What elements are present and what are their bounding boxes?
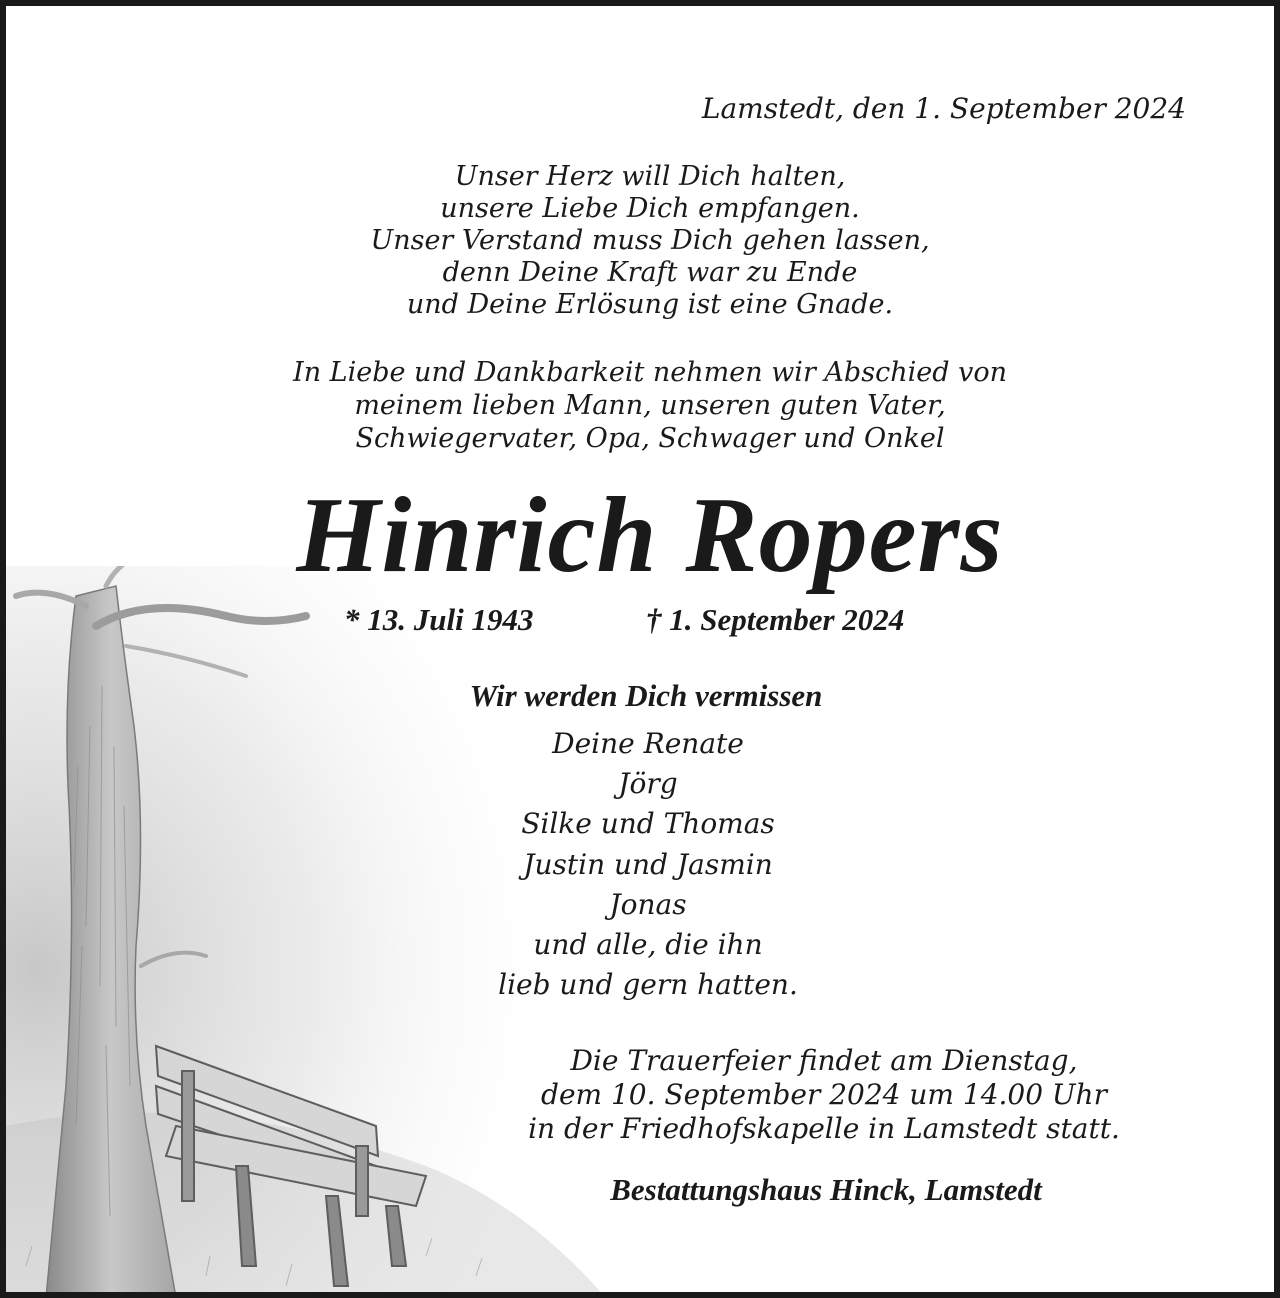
service-info — [190, 1044, 1280, 1146]
mourner-name: Jörg — [618, 767, 678, 801]
funeral-home: Bestattungshaus Hinck, Lamstedt — [610, 1172, 1042, 1207]
deceased-name: Hinrich Ropers — [296, 476, 1004, 595]
mourners-list — [14, 724, 1280, 1005]
intro-line: Schwiegervater, Opa, Schwager und Onkel — [355, 423, 945, 454]
service-line: dem 10. September 2024 um 14.00 Uhr — [541, 1078, 1107, 1111]
mourner-name: und alle, die ihn — [533, 928, 763, 962]
mourner-name: Silke und Thomas — [521, 807, 775, 841]
poem-line: Unser Herz will Dich halten, — [454, 161, 846, 192]
mourners-heading: Wir werden Dich vermissen — [469, 678, 823, 713]
poem-line: Unser Verstand muss Dich gehen lassen, — [370, 225, 930, 256]
place-date: Lamstedt, den 1. September 2024 — [701, 92, 1186, 125]
intro-line: In Liebe und Dankbarkeit nehmen wir Abschied von — [293, 357, 1007, 388]
poem-line: und Deine Erlösung ist eine Gnade. — [406, 289, 894, 320]
service-line: Die Trauerfeier findet am Dienstag, — [570, 1044, 1078, 1077]
farewell-intro — [16, 356, 1280, 455]
poem-line: unsere Liebe Dich empfangen. — [440, 193, 860, 224]
intro-line: meinem lieben Mann, unseren guten Vater, — [354, 390, 946, 421]
birth-date: * 13. Juli 1943 — [344, 602, 534, 637]
service-line: in der Friedhofskapelle in Lamstedt statt. — [528, 1112, 1120, 1145]
mourner-name: Deine Renate — [552, 727, 744, 760]
mourner-name: Justin und Jasmin — [523, 847, 773, 881]
poem-line: denn Deine Kraft war zu Ende — [442, 257, 858, 288]
mourner-name: lieb und gern hatten. — [498, 968, 798, 1002]
poem — [16, 161, 1280, 321]
death-date: † 1. September 2024 — [646, 602, 905, 637]
mourner-name: Jonas — [609, 887, 687, 921]
